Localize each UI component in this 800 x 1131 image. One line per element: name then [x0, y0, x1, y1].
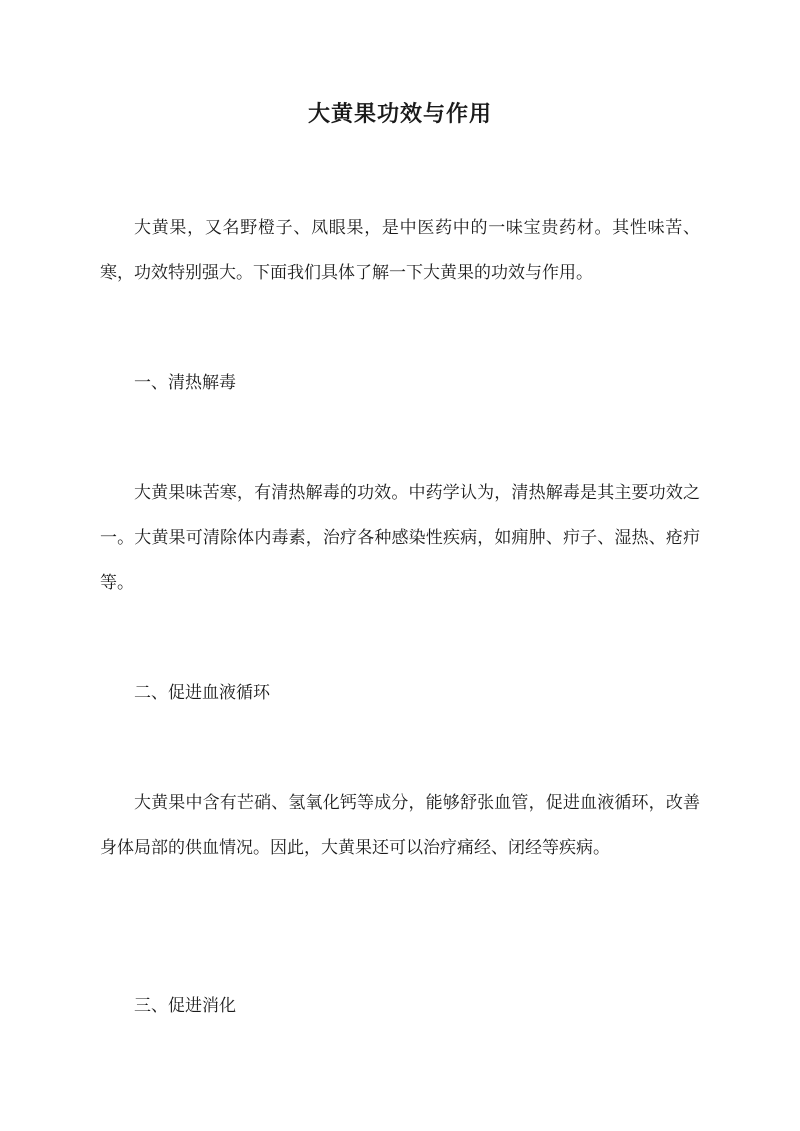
section-heading-2: 二、促进血液循环	[134, 683, 270, 703]
section-body-1: 大黄果味苦寒，有清热解毒的功效。中药学认为，清热解毒是其主要功效之一。大黄果可清除体内毒素，治疗各种感染性疾病，如痈肿、疖子、湿热、疮疖等。	[100, 483, 700, 593]
intro-paragraph: 大黄果，又名野橙子、凤眼果，是中医药中的一味宝贵药材。其性味苦、寒，功效特别强大。下面我们具体了解一下大黄果的功效与作用。	[100, 218, 700, 283]
page-title: 大黄果功效与作用	[307, 101, 492, 127]
section-heading-1: 一、清热解毒	[134, 373, 236, 393]
section-heading-3: 三、促进消化	[134, 996, 236, 1016]
section-body-2: 大黄果中含有芒硝、氢氧化钙等成分，能够舒张血管，促进血液循环，改善身体局部的供血情况。因此，大黄果还可以治疗痛经、闭经等疾病。	[100, 793, 700, 858]
